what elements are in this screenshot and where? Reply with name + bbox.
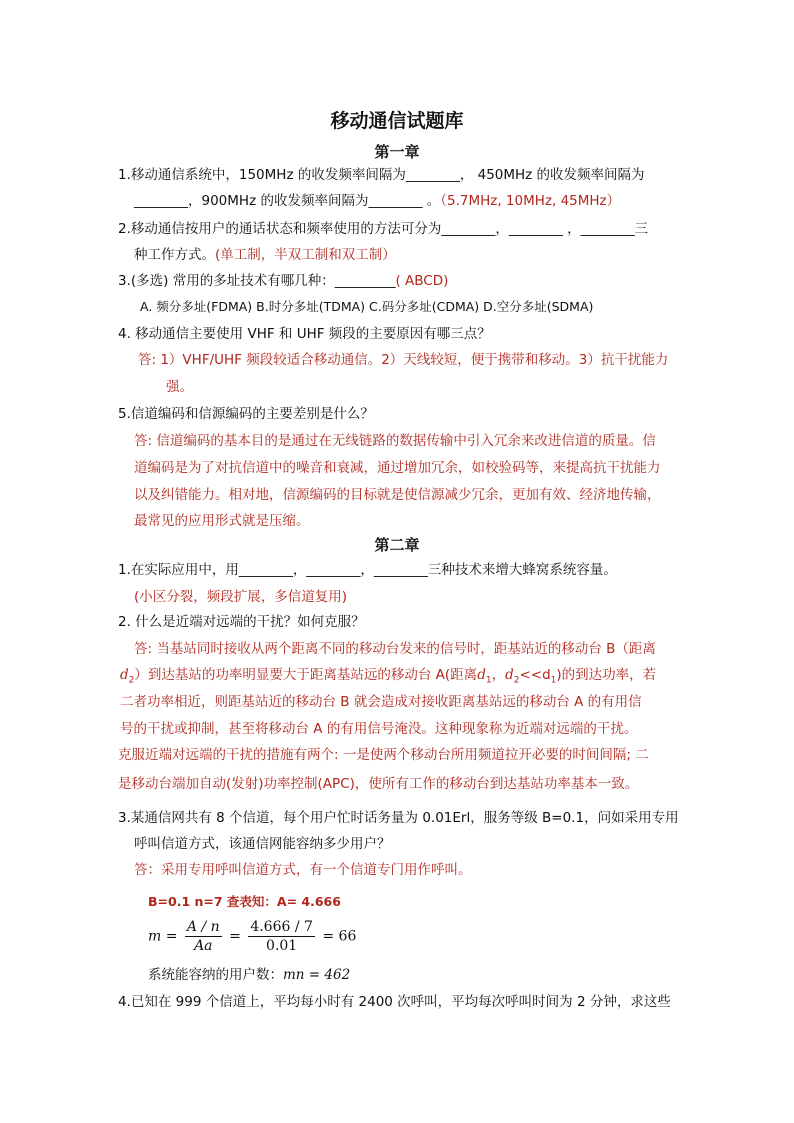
ch2-q4-question: 4.已知在 999 个信道上，平均每小时有 2400 次呼叫，平均每次呼叫时间为 2 分钟，求这些	[118, 994, 671, 1010]
ch1-q2-line2	[134, 246, 396, 264]
formula-fraction-1	[185, 918, 222, 955]
result-label: 系统能容纳的用户数：	[148, 967, 283, 983]
ch2-q2-answer-line6: 是移动台端加自动(发射)功率控制(APC)，使所有工作的移动台到达基站功率基本一致。	[118, 776, 639, 792]
ch2-q2-question: 2. 什么是近端对远端的干扰？如何克服？	[118, 614, 365, 630]
ch1-q5-answer-line3: 以及纠错能力。相对地，信源编码的目标就是使信源减少冗余，更加有效、经济地传输，	[134, 487, 661, 503]
ch1-q3-text: 3.(多选) 常用的多址技术有哪几种：_________	[118, 273, 396, 289]
ch1-q1-line2	[134, 192, 620, 210]
ch1-q1-line1: 1.移动通信系统中，150MHz 的收发频率间隔为________， 450MHz 的收发频率间隔为	[118, 167, 645, 183]
ch2-q3-line1: 3.某通信网共有 8 个信道，每个用户忙时话务量为 0.01Erl，服务等级 B=0.1，问如采用专用	[118, 810, 679, 826]
fraction-denominator: 0.01	[266, 938, 298, 954]
ch1-q1-answer: （5.7MHz, 10MHz, 45MHz）	[440, 193, 621, 209]
ch2-q2-answer-line2	[120, 666, 656, 690]
chapter-1-heading: 第一章	[374, 143, 420, 161]
formula-equals: =	[229, 928, 241, 945]
ch2-q2-answer-line1: 答: 当基站同时接收从两个距离不同的移动台发来的信号时，距基站近的移动台 B（距离	[134, 641, 656, 657]
ch2-q2-text: ）到达基站的功率明显要大于距离基站远的移动台 A(距离	[134, 667, 478, 683]
ch1-q5-question: 5.信道编码和信源编码的主要差别是什么？	[118, 406, 374, 422]
ch1-q3-options: A. 频分多址(FDMA) B.时分多址(TDMA) C.码分多址(CDMA) D.空分多址(SDMA)	[140, 299, 594, 314]
formula-rhs: = 66	[322, 928, 357, 945]
ch2-q2-answer-line3: 二者功率相近，则距基站近的移动台 B 就会造成对接收距离基站远的移动台 A 的有用信	[120, 694, 642, 710]
ch2-q1-question: 1.在实际应用中，用________，________，________三种技术来增大蜂窝系统容量。	[118, 562, 617, 578]
ch2-q3-answer: 答：采用专用呼叫信道方式，有一个信道专门用作呼叫。	[134, 862, 472, 878]
page-title: 移动通信试题库	[330, 110, 464, 132]
ch1-q4-answer-line2: 强。	[166, 379, 193, 395]
formula-lhs: m =	[148, 928, 178, 945]
ch1-q1-text: ________，900MHz 的收发频率间隔为________ 。	[134, 193, 441, 209]
ch1-q5-answer-line4: 最常见的应用形式就是压缩。	[134, 513, 310, 529]
ch2-q2-answer-line5: 克服近端对远端的干扰的措施有两个: 一是使两个移动台所用频道拉开必要的时间间隔; 二	[118, 747, 649, 763]
ch1-q2-text: 种工作方式。	[134, 247, 215, 263]
separator: ，	[491, 667, 506, 683]
ch1-q3-answer: ( ABCD)	[395, 273, 449, 289]
d-subscript: 2	[513, 675, 520, 686]
ch2-q2-text: )的到达功率，若	[556, 667, 657, 683]
d-symbol: d	[477, 667, 486, 683]
result-value: mn = 462	[283, 967, 351, 983]
ch1-q2-answer: (单工制，半双工制和双工制）	[215, 247, 396, 263]
ch1-q4-answer-line1: 答: 1）VHF/UHF 频段较适合移动通信。2）天线较短，便于携带和移动。3）抗干扰能力	[138, 352, 669, 368]
d-symbol: d	[120, 667, 129, 683]
formula-fraction-2	[248, 918, 315, 955]
fraction-numerator: 4.666 / 7	[250, 919, 313, 935]
d-subscript: 1	[550, 675, 557, 686]
ch2-q3-line2: 呼叫信道方式，该通信网能容纳多少用户？	[134, 836, 391, 852]
ch2-q2-answer-line4: 号的干扰或抑制，甚至将移动台 A 的有用信号淹没。这种现象称为近端对远端的干扰。	[120, 721, 638, 737]
inequality: <<d	[519, 667, 551, 683]
ch1-q3-line	[118, 272, 448, 290]
d-subscript: 1	[485, 675, 492, 686]
chapter-2-heading: 第二章	[374, 536, 420, 554]
ch1-q2-line1: 2.移动通信按用户的通话状态和频率使用的方法可分为________，________ ，________三	[118, 221, 649, 237]
ch1-q5-answer-line2: 道编码是为了对抗信道中的噪音和衰减，通过增加冗余，如校验码等，来提高抗干扰能力	[134, 460, 661, 476]
fraction-denominator: Aa	[194, 938, 213, 954]
d-symbol: d	[505, 667, 514, 683]
fraction-numerator: A / n	[186, 919, 220, 935]
ch2-q3-result	[148, 966, 350, 984]
ch1-q5-answer-line1: 答: 信道编码的基本目的是通过在无线链路的数据传输中引入冗余来改进信道的质量。信	[134, 433, 656, 449]
capacity-formula	[148, 918, 356, 955]
d-subscript: 2	[128, 675, 135, 686]
ch2-q3-parameters: B=0.1 n=7 查表知：A= 4.666	[148, 894, 341, 909]
ch2-q1-answer: (小区分裂，频段扩展，多信道复用)	[134, 589, 348, 605]
ch1-q4-question: 4. 移动通信主要使用 VHF 和 UHF 频段的主要原因有哪三点？	[118, 326, 491, 342]
